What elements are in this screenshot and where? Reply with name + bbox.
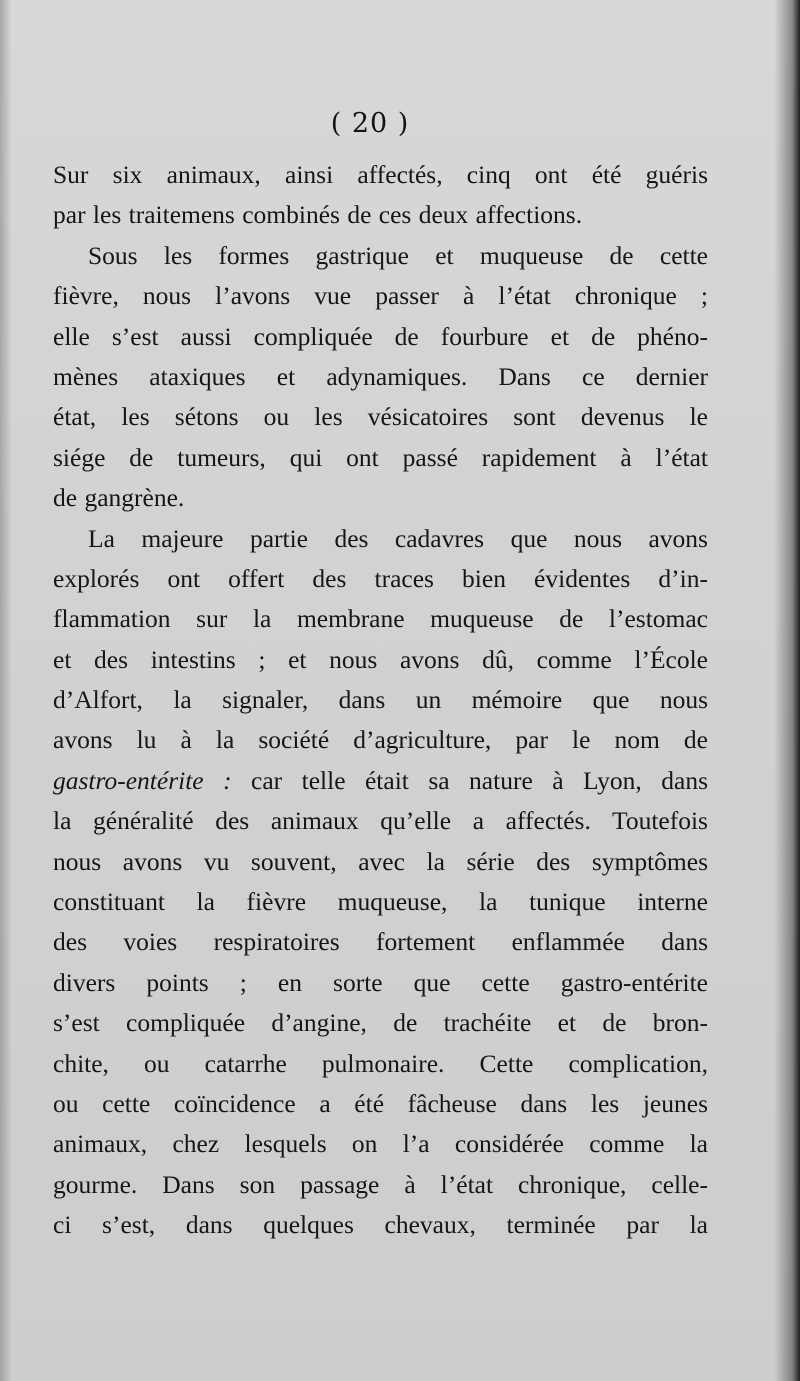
text-line: de gangrène.	[53, 483, 185, 513]
text-line: et des intestins ; et nous avons dû, comme l’École	[53, 644, 708, 674]
page-right-edge-shadow	[774, 0, 800, 1381]
text-line: nous avons vu souvent, avec la série des symptômes	[53, 846, 708, 876]
text-line: constituant la fièvre muqueuse, la tunique interne	[53, 887, 708, 917]
text-line: ci s’est, dans quelques chevaux, terminée par la	[53, 1210, 708, 1240]
page-number: ( 20 )	[330, 108, 410, 139]
body-text	[53, 155, 708, 1246]
text-line: animaux, chez lesquels on l’a considérée comme la	[53, 1129, 708, 1159]
text-line: mènes ataxiques et adynamiques. Dans ce dernier	[53, 361, 708, 391]
text-line: des voies respiratoires fortement enflammée dans	[53, 927, 708, 957]
page-left-edge	[0, 0, 12, 1381]
text-line: divers points ; en sorte que cette gastro-entérite	[53, 967, 708, 997]
text-line: par les traitemens combinés de ces deux affections.	[53, 200, 583, 230]
text-line: avons lu à la société d’agriculture, par le nom de	[53, 725, 708, 755]
text-line: chite, ou catarrhe pulmonaire. Cette complication,	[53, 1048, 708, 1078]
italic-term: gastro-entérite :	[53, 765, 232, 795]
text-line: explorés ont offert des traces bien évidentes d’in-	[53, 563, 708, 593]
text-line: la généralité des animaux qu’elle a affectés. Toutefois	[53, 806, 708, 836]
text-line: fièvre, nous l’avons vue passer à l’état chronique ;	[53, 281, 708, 311]
text-line: Sur six animaux, ainsi affectés, cinq ont été guéris	[53, 160, 708, 189]
text-line-with-italic	[53, 761, 708, 801]
text-line: s’est compliquée d’angine, de trachéite et de bron-	[53, 1008, 708, 1038]
paragraph-start-line: La majeure partie des cadavres que nous avons	[88, 523, 708, 553]
text-line: siége de tumeurs, qui ont passé rapidement à l’état	[53, 442, 708, 472]
text-line: ou cette coïncidence a été fâcheuse dans les jeunes	[53, 1088, 708, 1118]
text-line: elle s’est aussi compliquée de fourbure et de phéno-	[53, 321, 708, 351]
text-line: gourme. Dans son passage à l’état chronique, celle-	[53, 1169, 708, 1199]
text-line: flammation sur la membrane muqueuse de l’estomac	[53, 604, 708, 634]
paragraph-start-line: Sous les formes gastrique et muqueuse de cette	[88, 240, 708, 270]
text-line: état, les sétons ou les vésicatoires sont devenus le	[53, 402, 708, 432]
text-line: d’Alfort, la signaler, dans un mémoire que nous	[53, 685, 708, 715]
text-line-rest: car telle était sa nature à Lyon, dans	[251, 765, 709, 795]
